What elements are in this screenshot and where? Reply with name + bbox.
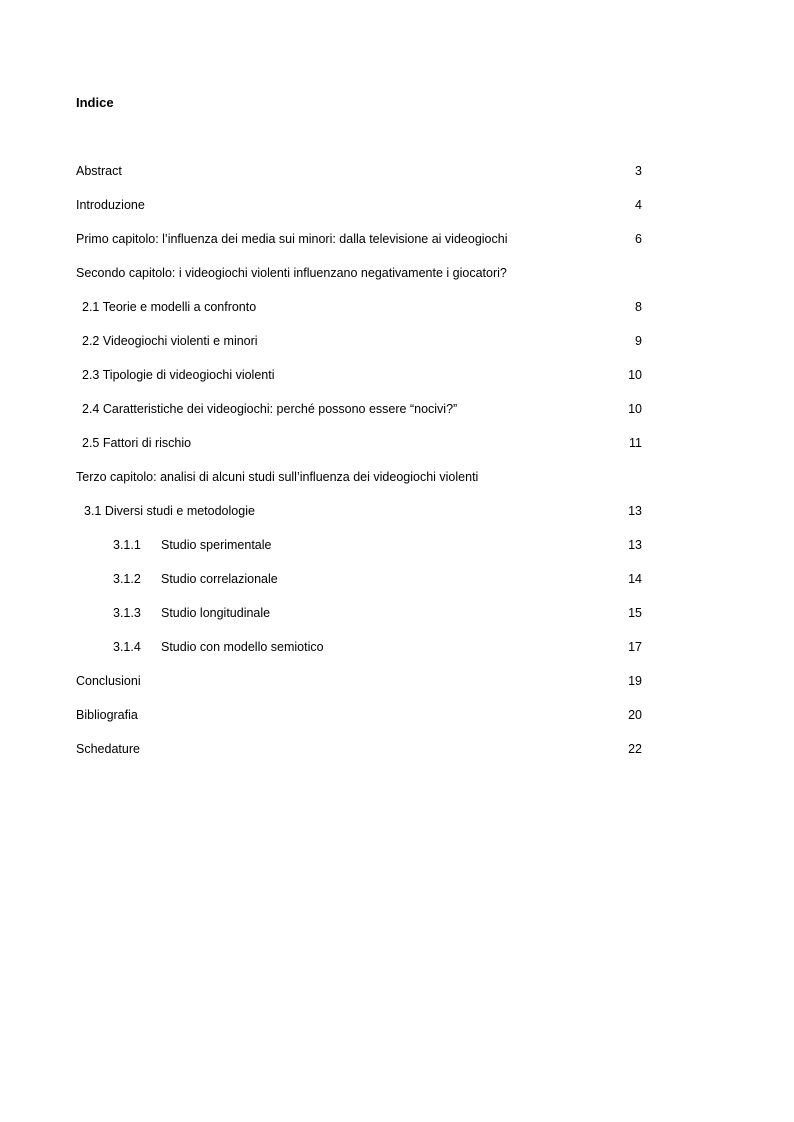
toc-entry-page: 19	[628, 674, 642, 688]
toc-entry-terzo-capitolo	[76, 468, 642, 502]
toc-entry-2-3	[76, 366, 642, 400]
toc-entry-label: 2.5 Fattori di rischio	[82, 436, 192, 450]
toc-entry-secondo-capitolo	[76, 264, 642, 298]
toc-entry-3-1-1	[76, 536, 642, 570]
toc-entry-page: 11	[629, 436, 642, 450]
toc-entry-3-1-4	[76, 638, 642, 672]
table-of-contents	[76, 162, 642, 774]
toc-entry-number: 3.1.2	[113, 572, 141, 586]
toc-entry-page: 14	[628, 572, 642, 586]
toc-entry-primo-capitolo	[76, 230, 642, 264]
toc-entry-page: 20	[628, 708, 642, 722]
toc-entry-bibliografia	[76, 706, 642, 740]
toc-entry-label: 2.1 Teorie e modelli a confronto	[82, 300, 257, 314]
toc-entry-number: 3.1.1	[113, 538, 141, 552]
toc-entry-2-4	[76, 400, 642, 434]
toc-entry-label: Introduzione	[76, 198, 145, 212]
toc-entry-label: 2.4 Caratteristiche dei videogiochi: perché possono essere “nocivi?”	[82, 402, 458, 416]
toc-entry-label: 3.1 Diversi studi e metodologie	[84, 504, 255, 518]
toc-entry-page: 8	[635, 300, 642, 314]
toc-entry-2-2	[76, 332, 642, 366]
toc-entry-label: Bibliografia	[76, 708, 138, 722]
toc-entry-3-1-2	[76, 570, 642, 604]
toc-entry-label: 2.3 Tipologie di videogiochi violenti	[82, 368, 275, 382]
toc-entry-schedature	[76, 740, 642, 774]
toc-entry-label: 2.2 Videogiochi violenti e minori	[82, 334, 258, 348]
toc-entry-introduzione	[76, 196, 642, 230]
toc-entry-label: Secondo capitolo: i videogiochi violenti influenzano negativamente i giocatori?	[76, 266, 507, 280]
toc-entry-number: 3.1.3	[113, 606, 141, 620]
toc-entry-abstract	[76, 162, 642, 196]
toc-entry-page: 10	[628, 368, 642, 382]
toc-entry-number: 3.1.4	[113, 640, 141, 654]
toc-entry-2-5	[76, 434, 642, 468]
toc-entry-page: 17	[628, 640, 642, 654]
toc-entry-label: Studio sperimentale	[161, 538, 272, 552]
toc-entry-label: Conclusioni	[76, 674, 141, 688]
toc-entry-label: Terzo capitolo: analisi di alcuni studi sull’influenza dei videogiochi violenti	[76, 470, 479, 484]
toc-entry-label: Studio con modello semiotico	[161, 640, 324, 654]
toc-entry-page: 4	[635, 198, 642, 212]
toc-entry-conclusioni	[76, 672, 642, 706]
toc-entry-3-1-3	[76, 604, 642, 638]
toc-entry-page: 13	[628, 504, 642, 518]
toc-entry-label: Studio correlazionale	[161, 572, 278, 586]
page-title: Indice	[76, 95, 114, 110]
toc-entry-label: Schedature	[76, 742, 140, 756]
toc-entry-page: 22	[628, 742, 642, 756]
toc-entry-2-1	[76, 298, 642, 332]
toc-entry-page: 13	[628, 538, 642, 552]
toc-entry-page: 3	[635, 164, 642, 178]
toc-entry-label: Abstract	[76, 164, 122, 178]
toc-entry-page: 15	[628, 606, 642, 620]
toc-entry-label: Primo capitolo: l’influenza dei media sui minori: dalla televisione ai videogiochi	[76, 232, 508, 246]
toc-entry-page: 6	[635, 232, 642, 246]
toc-entry-3-1	[76, 502, 642, 536]
toc-entry-page: 9	[635, 334, 642, 348]
toc-entry-label: Studio longitudinale	[161, 606, 271, 620]
toc-entry-page: 10	[628, 402, 642, 416]
